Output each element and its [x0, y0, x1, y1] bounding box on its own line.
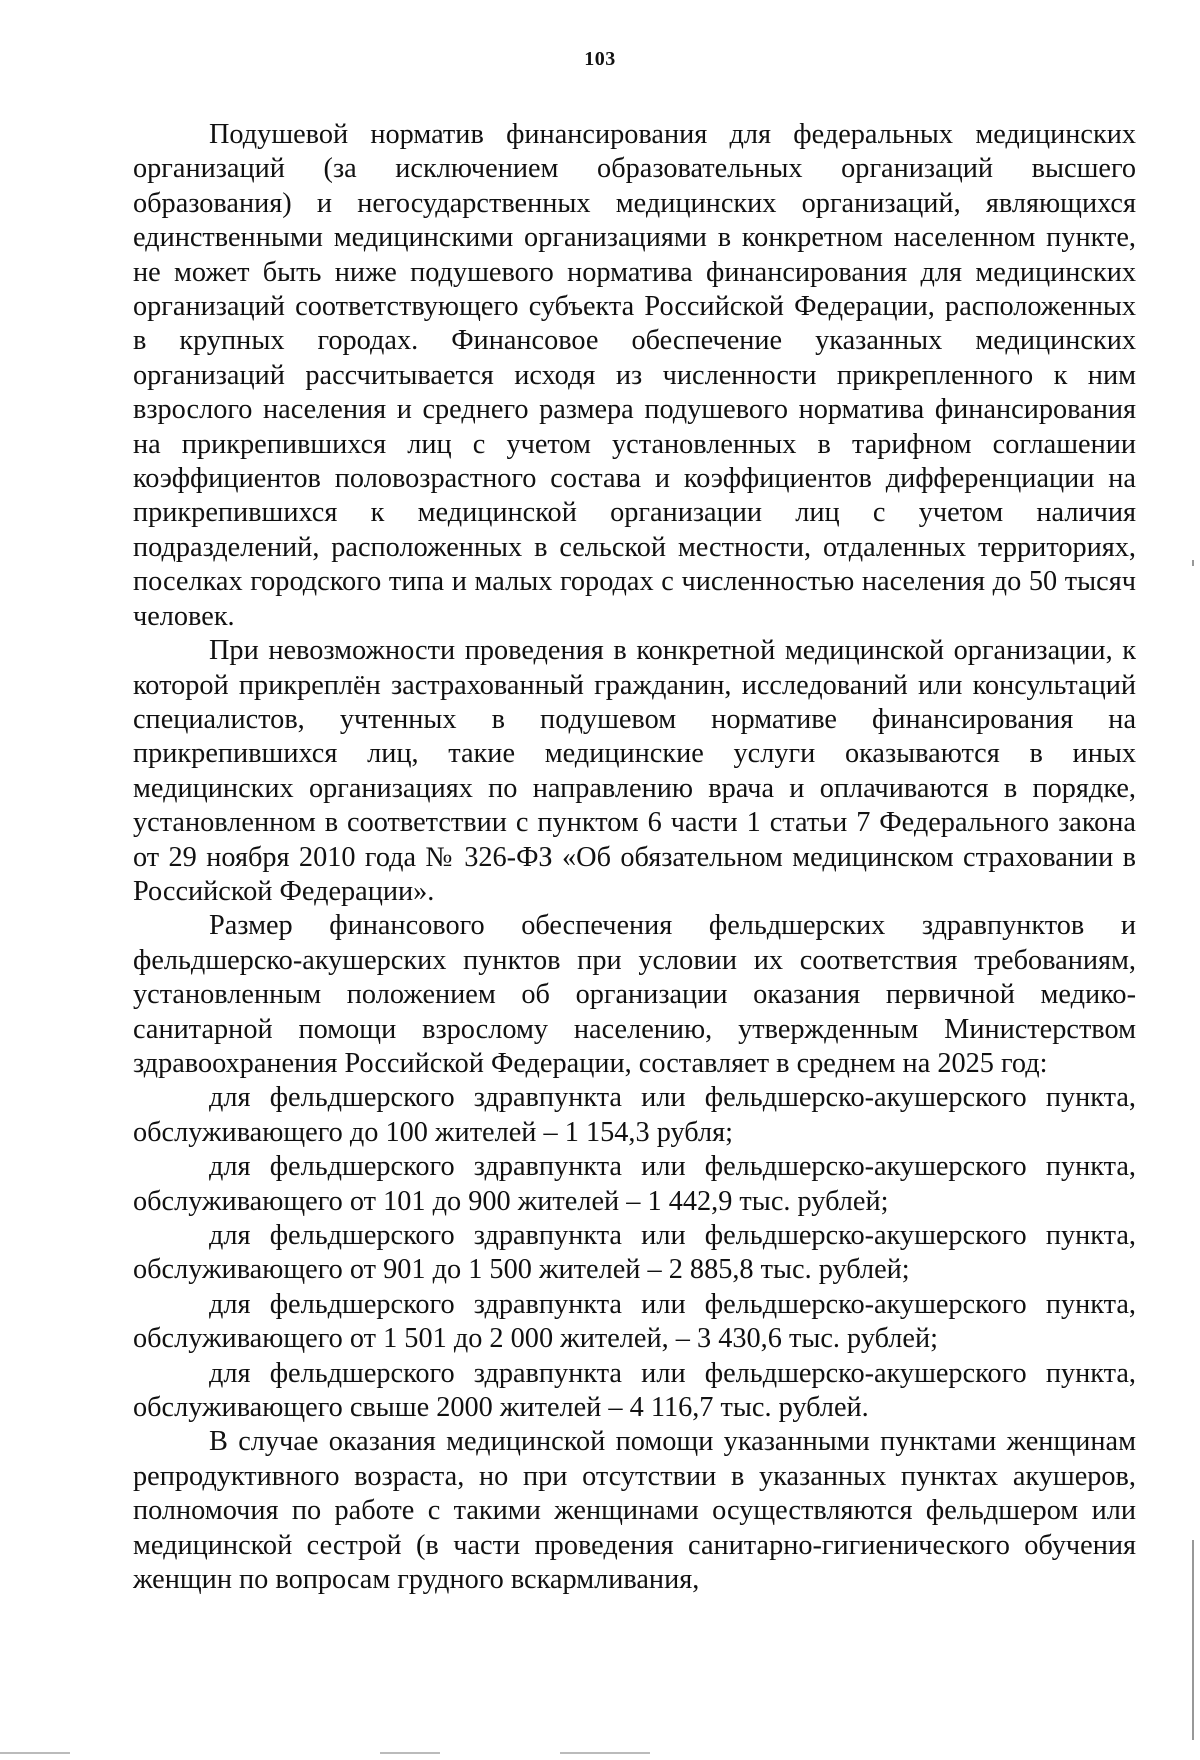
- paragraph: В случае оказания медицинской помощи указанными пунктами женщинам репродуктивного возраста, но при отсутствии в указанных пунктах акушеров, полномочия по работе с такими женщинами осуществляются фельдшером или медицинской сестрой (в части проведения санитарно-гигиенического обучения женщин по вопросам грудного вскармливания,: [133, 1426, 1136, 1596]
- scan-edge-mark: [560, 1752, 650, 1754]
- page-number: 103: [584, 48, 616, 70]
- list-item: для фельдшерского здравпункта или фельдшерско-акушерского пункта, обслуживающего от 101 до 900 жителей – 1 442,9 тыс. рублей;: [133, 1151, 1136, 1217]
- scan-edge-mark: [1192, 1540, 1194, 1740]
- list-item: для фельдшерского здравпункта или фельдшерско-акушерского пункта, обслуживающего до 100 жителей – 1 154,3 рубля;: [133, 1082, 1136, 1148]
- list-item: для фельдшерского здравпункта или фельдшерско-акушерского пункта, обслуживающего свыше 2000 жителей – 4 116,7 тыс. рублей.: [133, 1357, 1136, 1424]
- document-body: [133, 118, 1136, 1597]
- scan-edge-mark: [0, 1752, 70, 1754]
- paragraph: Размер финансового обеспечения фельдшерских здравпунктов и фельдшерско-акушерских пунктов при условии их соответствия требованиям, установленным положением об организации оказания первичной медико-санитарной помощи взрослому населению, утвержденным Министерством здравоохранения Российской Федерации, составляет в среднем на 2025 год:: [133, 910, 1136, 1079]
- paragraph: Подушевой норматив финансирования для федеральных медицинских организаций (за исключением образовательных организаций высшего образования) и негосударственных медицинских организаций, являющихся единственными медицинскими организациями в конкретном населенном пункте, не может быть ниже подушевого норматива финансирования для медицинских организаций соответствующего субъекта Российской Федерации, расположенных в крупных городах. Финансовое обеспечение указанных медицинских организаций рассчитывается исходя из численности прикрепленного к ним взрослого населения и среднего размера подушевого норматива финансирования на прикрепившихся лиц с учетом установленных в тарифном соглашении коэффициентов половозрастного состава и коэффициентов дифференциации на прикрепившихся к медицинской организации лиц с учетом наличия подразделений, расположенных в сельской местности, отдаленных территориях, поселках городского типа и малых городах с численностью населения до 50 тысяч человек.: [133, 119, 1136, 632]
- paragraph: При невозможности проведения в конкретной медицинской организации, к которой прикреплён застрахованный гражданин, исследований или консультаций специалистов, учтенных в подушевом нормативе финансирования на прикрепившихся лиц, такие медицинские услуги оказываются в иных медицинских организациях по направлению врача и оплачиваются в порядке, установленном в соответствии с пунктом 6 части 1 статьи 7 Федерального закона от 29 ноября 2010 года № 326-ФЗ «Об обязательном медицинском страховании в Российской Федерации».: [133, 635, 1136, 907]
- list-item: для фельдшерского здравпункта или фельдшерско-акушерского пункта, обслуживающего от 1 501 до 2 000 жителей, – 3 430,6 тыс. рублей;: [133, 1288, 1136, 1355]
- scan-edge-mark: [380, 1752, 440, 1754]
- list-item: для фельдшерского здравпункта или фельдшерско-акушерского пункта, обслуживающего от 901 до 1 500 жителей – 2 885,8 тыс. рублей;: [133, 1220, 1136, 1286]
- scan-edge-mark: [1192, 560, 1194, 566]
